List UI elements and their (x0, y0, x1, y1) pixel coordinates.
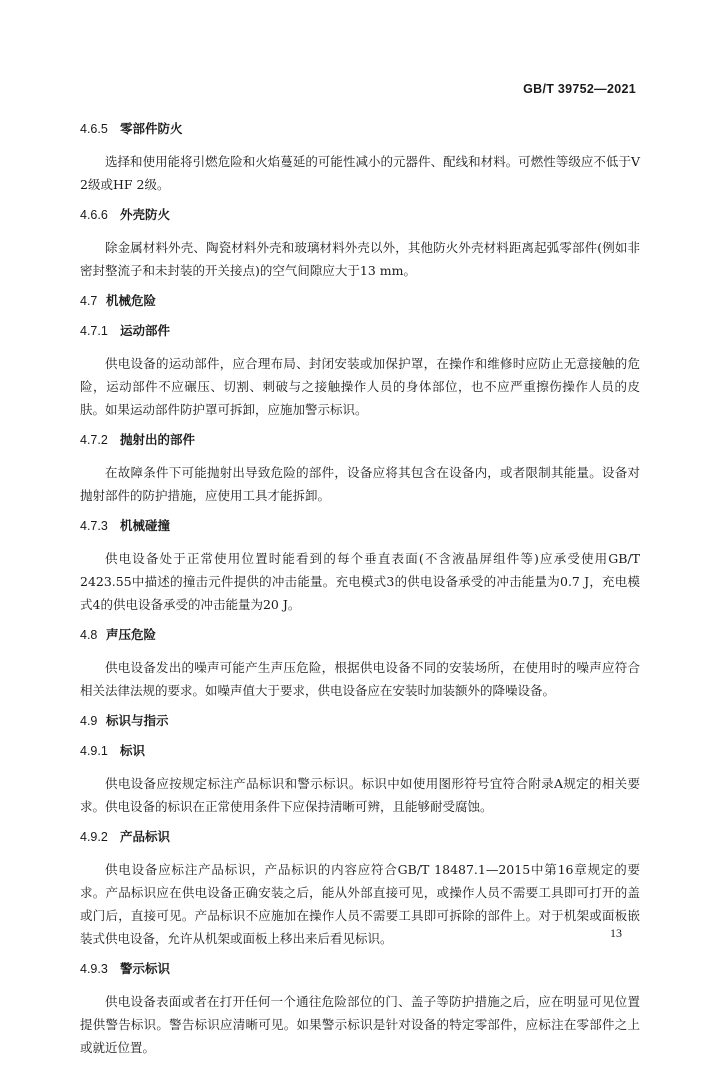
section-title: 标识 (120, 743, 146, 758)
section-number: 4.9.3 (80, 962, 108, 976)
section-number: 4.8 (80, 628, 98, 642)
section-heading (80, 292, 640, 310)
section-heading (80, 828, 640, 846)
section-paragraph: 选择和使用能将引燃危险和火焰蔓延的可能性减小的元器件、配线和材料。可燃性等级应不低于V 2级或HF 2级。 (80, 154, 640, 192)
section-number: 4.9.2 (80, 830, 108, 844)
page-number: 13 (610, 926, 622, 940)
section-number: 4.7.3 (80, 519, 108, 533)
section-heading (80, 322, 640, 340)
section-paragraph: 供电设备表面或者在打开任何一个通往危险部位的门、盖子等防护措施之后，应在明显可见位置提供警告标识。警告标识应清晰可见。如果警示标识是针对设备的特定零部件，应标注在零部件之上或就近位置。 (80, 994, 640, 1055)
section-heading (80, 517, 640, 535)
section-number: 4.7 (80, 294, 98, 308)
section-heading (80, 742, 640, 760)
section-heading (80, 960, 640, 978)
section-heading (80, 626, 640, 644)
section-paragraph: 供电设备处于正常使用位置时能看到的每个垂直表面(不含液晶屏组件等)应承受使用GB/T 2423.55中描述的撞击元件提供的冲击能量。充电模式3的供电设备承受的冲击能量为0.7 J，充电模式4的供电设备承受的冲击能量为20 J。 (80, 551, 640, 612)
section-title: 声压危险 (106, 627, 157, 642)
section-paragraph: 供电设备的运动部件，应合理布局、封闭安装或加保护罩，在操作和维修时应防止无意接触的危险，运动部件不应碾压、切割、刺破与之接触操作人员的身体部位，也不应严重擦伤操作人员的皮肤。如果运动部件防护罩可拆卸，应施加警示标识。 (80, 356, 640, 417)
section-title: 机械碰撞 (120, 518, 171, 533)
section-paragraph: 供电设备应按规定标注产品标识和警示标识。标识中如使用图形符号宜符合附录A规定的相关要求。供电设备的标识在正常使用条件下应保持清晰可辨，且能够耐受腐蚀。 (80, 776, 640, 814)
section-title: 外壳防火 (120, 207, 171, 222)
section-number: 4.6.6 (80, 208, 108, 222)
section-heading (80, 431, 640, 449)
section-title: 机械危险 (106, 293, 157, 308)
section-paragraph: 在故障条件下可能抛射出导致危险的部件，设备应将其包含在设备内，或者限制其能量。设备对抛射部件的防护措施，应使用工具才能拆卸。 (80, 465, 640, 503)
section-paragraph: 除金属材料外壳、陶瓷材料外壳和玻璃材料外壳以外，其他防火外壳材料距离起弧零部件(例如非密封整流子和未封装的开关接点)的空气间隙应大于13 mm。 (80, 240, 640, 278)
standard-code: GB/T 39752—2021 (523, 82, 636, 96)
section-title: 抛射出的部件 (120, 432, 196, 447)
section-heading (80, 120, 640, 138)
section-title: 警示标识 (120, 961, 171, 976)
section-heading (80, 206, 640, 224)
section-number: 4.7.2 (80, 433, 108, 447)
section-heading (80, 712, 640, 730)
section-number: 4.9 (80, 714, 98, 728)
section-paragraph: 供电设备发出的噪声可能产生声压危险，根据供电设备不同的安装场所，在使用时的噪声应符合相关法律法规的要求。如噪声值大于要求，供电设备应在安装时加装额外的降噪设备。 (80, 660, 640, 698)
section-number: 4.7.1 (80, 324, 108, 338)
section-number: 4.9.1 (80, 744, 108, 758)
section-title: 零部件防火 (120, 121, 183, 136)
document-body (80, 120, 640, 1069)
section-title: 标识与指示 (106, 713, 169, 728)
section-title: 产品标识 (120, 829, 171, 844)
section-title: 运动部件 (120, 323, 171, 338)
section-number: 4.6.5 (80, 122, 108, 136)
section-paragraph: 供电设备应标注产品标识，产品标识的内容应符合GB/T 18487.1—2015中第16章规定的要求。产品标识应在供电设备正确安装之后，能从外部直接可见，或操作人员不需要工具即可打开的盖或门后，直接可见。产品标识不应施加在操作人员不需要工具即可拆除的部件上。对于机架或面板嵌装式供电设备，允许从机架或面板上移出来后看见标识。 (80, 862, 640, 946)
